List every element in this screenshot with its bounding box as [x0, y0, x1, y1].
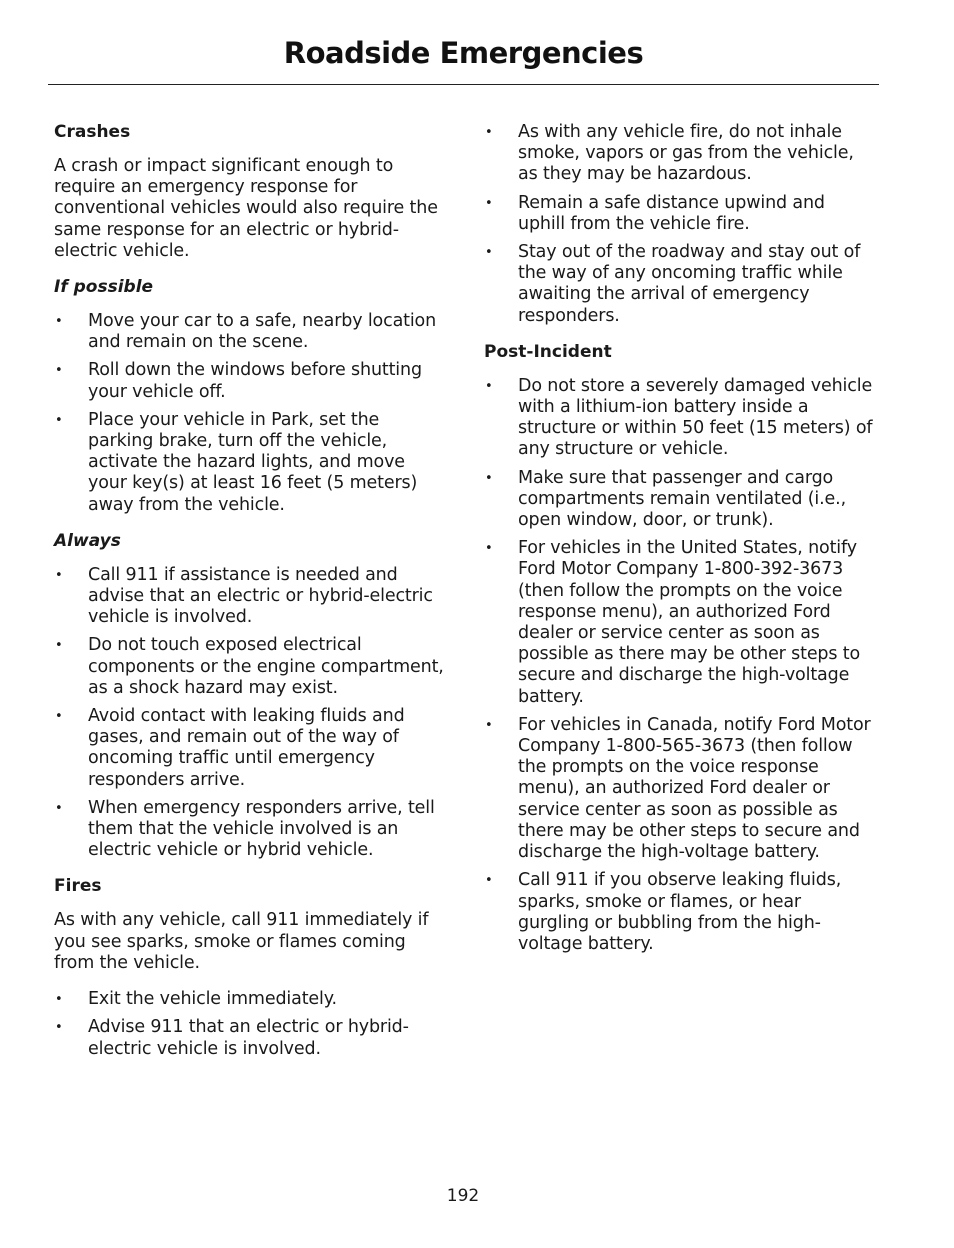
- crashes-text: A crash or impact significant enough to require an emergency response for conventional vehicles would also require the same response for an electric or hybrid-electric vehicle.: [54, 156, 438, 261]
- fires-heading: Fires: [54, 876, 102, 897]
- title-divider: [48, 84, 879, 85]
- list-item: • Avoid contact with leaking fluids and gases, and remain out of the way of oncoming traffic until emergency responders arrive.: [55, 706, 405, 790]
- always-list: [54, 565, 446, 862]
- fires-text: As with any vehicle, call 911 immediately if you see sparks, smoke or flames coming from the vehicle.: [54, 910, 429, 973]
- list-item: • Advise 911 that an electric or hybrid-electric vehicle is involved.: [55, 1017, 409, 1059]
- post-incident-list: [484, 376, 876, 955]
- list-item: • Roll down the windows before shutting your vehicle off.: [55, 360, 422, 402]
- always-heading: Always: [54, 530, 121, 551]
- list-item: • When emergency responders arrive, tell them that the vehicle involved is an electric vehicle or hybrid vehicle.: [55, 797, 435, 861]
- list-item: • Stay out of the roadway and stay out of the way of any oncoming traffic while awaiting the arrival of emergency responders.: [485, 242, 861, 326]
- list-item: • Exit the vehicle immediately.: [55, 989, 337, 1010]
- list-item: • Call 911 if you observe leaking fluids, sparks, smoke or flames, or hear gurgling or bubbling from the high-voltage battery.: [485, 870, 842, 954]
- fires-continued-list: [484, 122, 876, 327]
- bullet-icon: •: [55, 1020, 63, 1036]
- bullet-icon: •: [55, 800, 63, 816]
- list-item: • For vehicles in the United States, notify Ford Motor Company 1-800-392-3673 (then follow the prompts on the voice response menu), an authorized Ford dealer or service center as soon as possible as there may be other steps to secure and discharge the high-voltage battery.: [485, 538, 861, 707]
- bullet-icon: •: [485, 541, 493, 557]
- bullet-icon: •: [55, 992, 63, 1008]
- if-possible-heading: If possible: [54, 277, 154, 298]
- bullet-icon: •: [485, 378, 493, 394]
- post-incident-heading: Post-Incident: [484, 341, 612, 362]
- crashes-heading: Crashes: [54, 122, 131, 142]
- list-item: • Make sure that passenger and cargo compartments remain ventilated (i.e., open window, door, or trunk).: [485, 467, 846, 531]
- bullet-icon: •: [485, 717, 493, 733]
- bullet-icon: •: [55, 314, 63, 330]
- bullet-icon: •: [485, 470, 493, 486]
- page-number: 192: [446, 1186, 480, 1206]
- list-item: • Do not store a severely damaged vehicle with a lithium-ion battery inside a structure or within 50 feet (15 meters) of any structure or vehicle.: [485, 375, 873, 460]
- bullet-icon: •: [55, 638, 63, 654]
- list-item: • Move your car to a safe, nearby location and remain on the scene.: [55, 311, 437, 353]
- list-item: • Place your vehicle in Park, set the parking brake, turn off the vehicle, activate the hazard lights, and move your key(s) at least 16 feet (5 meters) away from the vehicle.: [55, 409, 418, 515]
- if-possible-list: [54, 311, 446, 516]
- right-column: [484, 122, 876, 970]
- bullet-icon: •: [485, 873, 493, 889]
- page-title: Roadside Emergencies: [283, 36, 644, 70]
- bullet-icon: •: [55, 709, 63, 725]
- list-item: • Remain a safe distance upwind and uphill from the vehicle fire.: [485, 192, 825, 234]
- bullet-icon: •: [55, 412, 63, 428]
- bullet-icon: •: [55, 363, 63, 379]
- fires-list: [54, 989, 446, 1060]
- list-item: • Do not touch exposed electrical components or the engine compartment, as a shock hazard may exist.: [55, 635, 444, 698]
- list-item: • Call 911 if assistance is needed and advise that an electric or hybrid-electric vehicle is involved.: [55, 564, 433, 628]
- bullet-icon: •: [485, 245, 493, 261]
- bullet-icon: •: [485, 125, 493, 140]
- left-column: [54, 122, 446, 1075]
- bullet-icon: •: [55, 567, 63, 583]
- bullet-icon: •: [485, 195, 493, 211]
- list-item: • As with any vehicle fire, do not inhale smoke, vapors or gas from the vehicle, as they may be hazardous.: [485, 122, 854, 185]
- list-item: • For vehicles in Canada, notify Ford Motor Company 1-800-565-3673 (then follow the prompts on the voice response menu), an authorized Ford dealer or service center as soon as possible as there may be other steps to secure and discharge the high-voltage battery.: [485, 714, 871, 863]
